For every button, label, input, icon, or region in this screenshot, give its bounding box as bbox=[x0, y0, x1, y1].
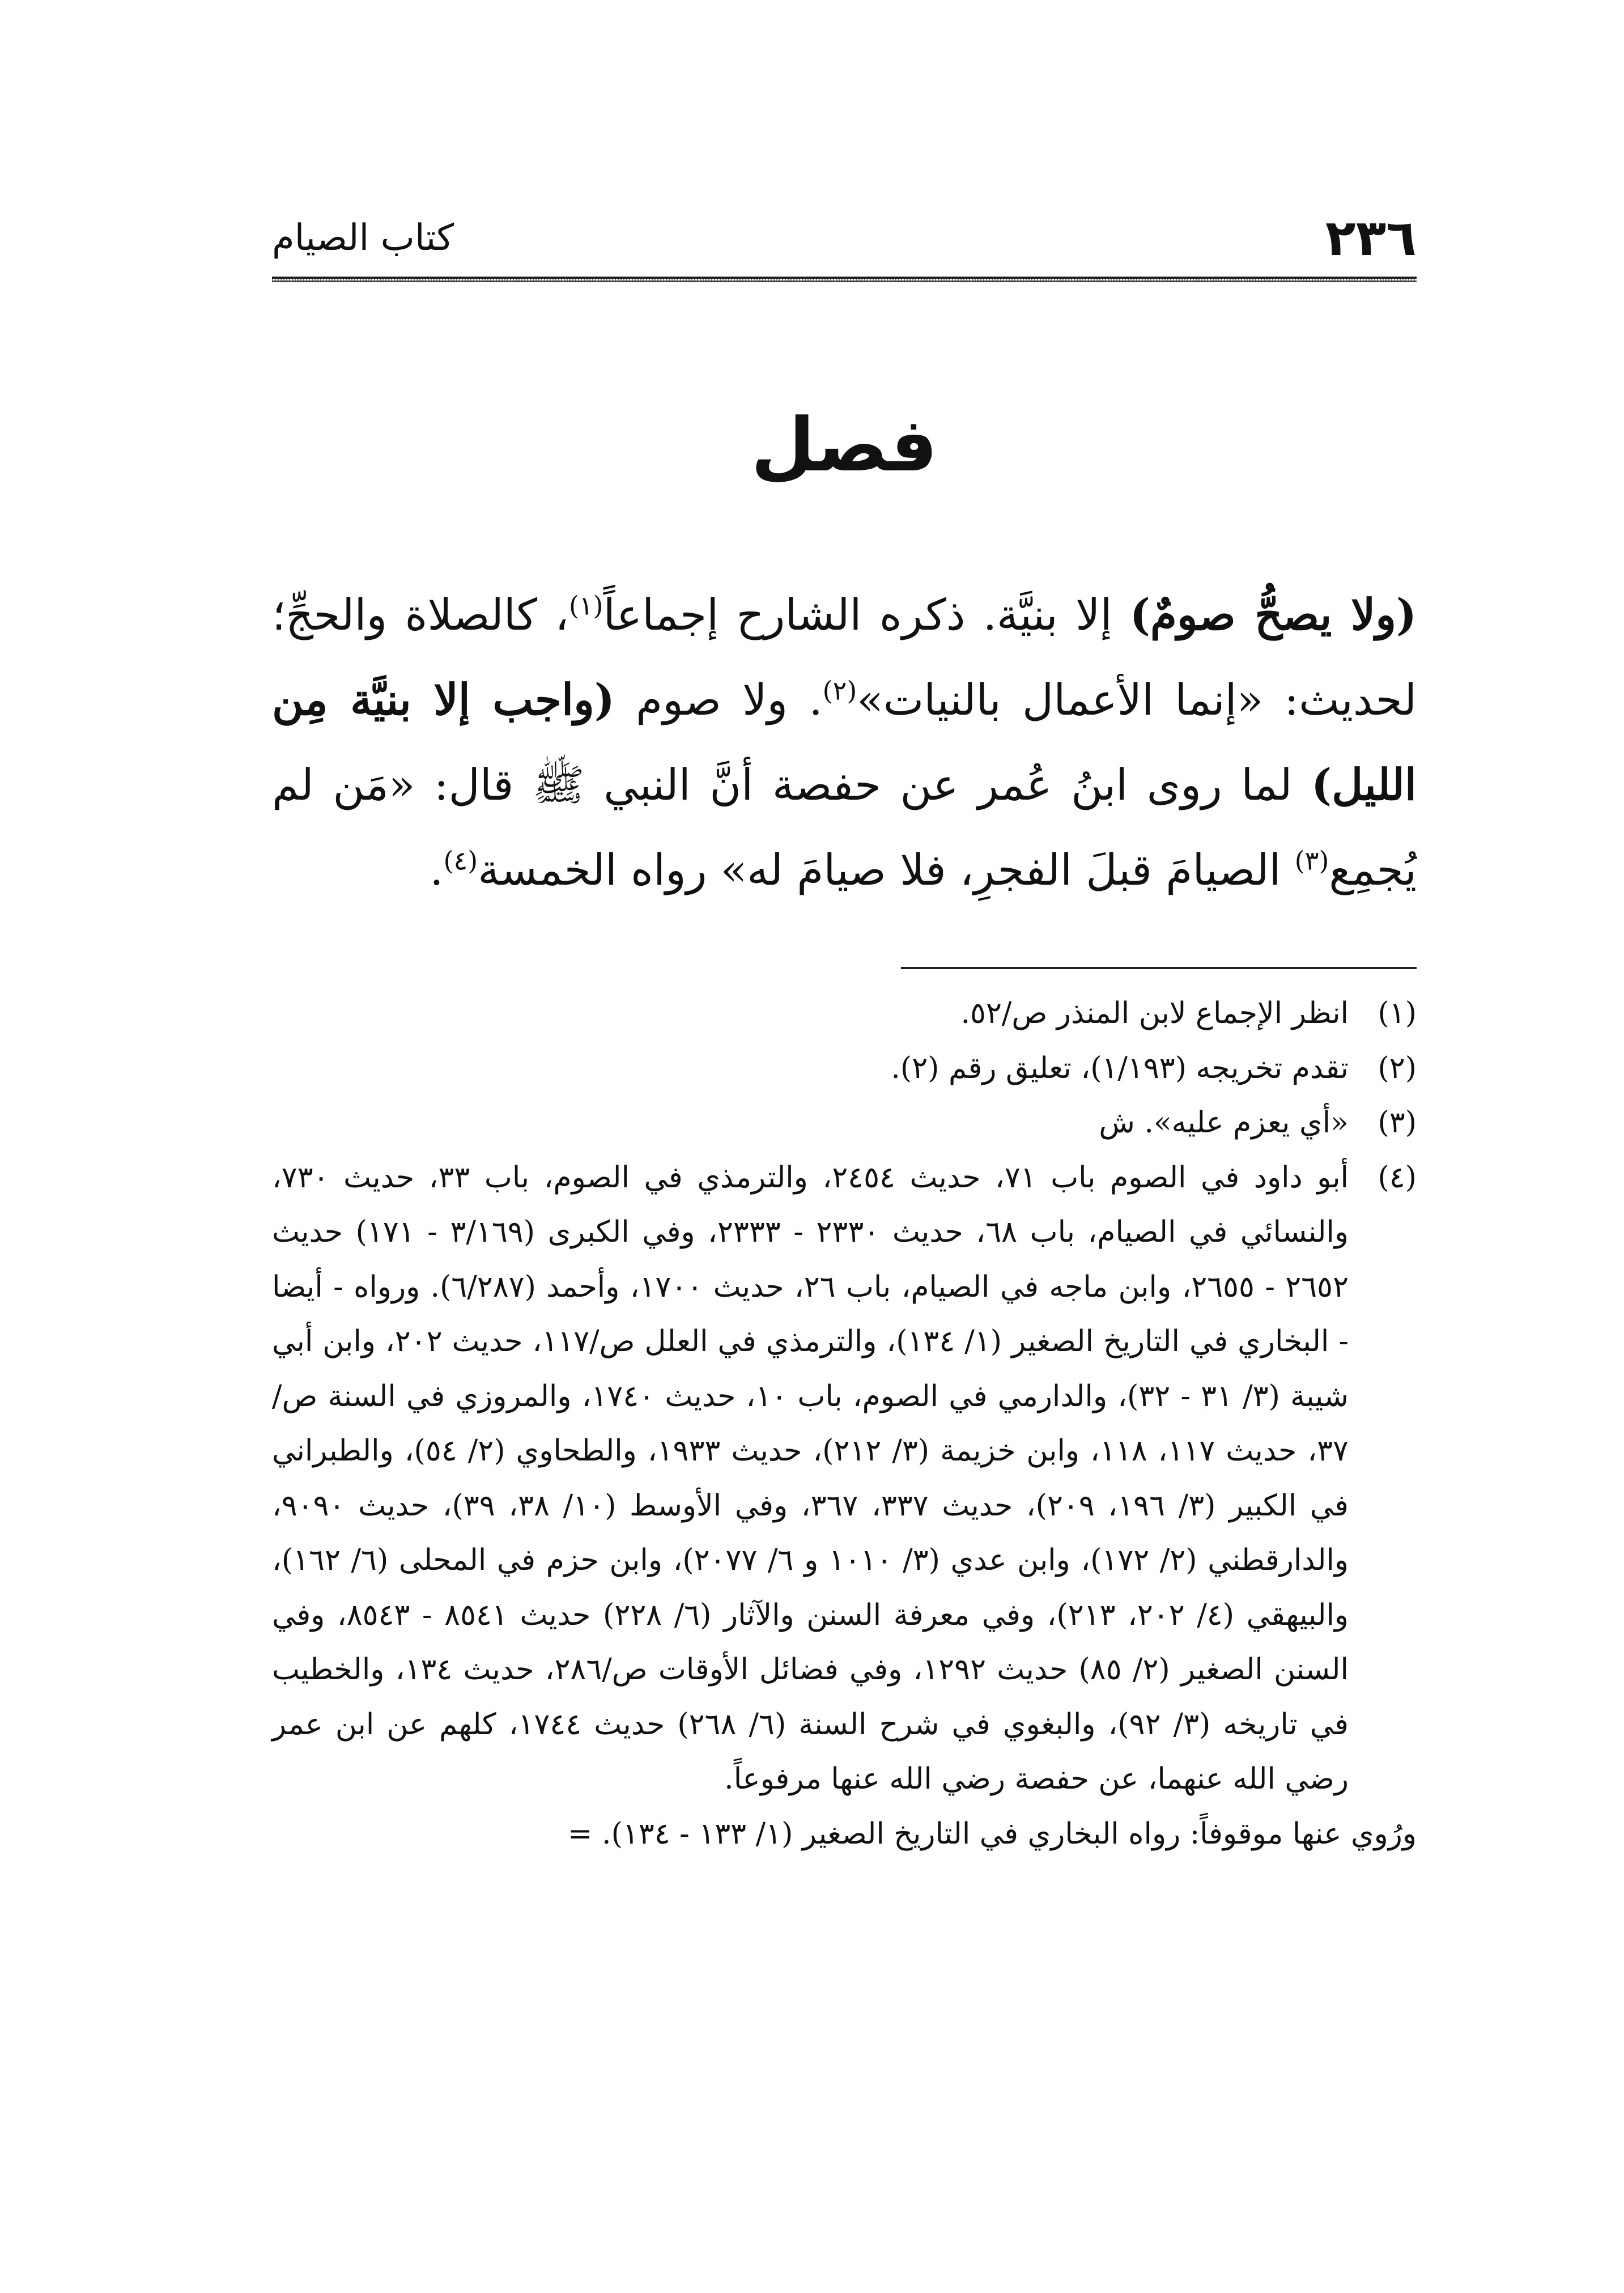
footnote-continuation: ورُوي عنها موقوفاً: رواه البخاري في التاريخ الصغير (١/ ١٣٣ - ١٣٤). = bbox=[567, 1816, 1417, 1851]
footnote-ref-3: (٣) bbox=[1294, 845, 1329, 876]
footnote-1 bbox=[272, 986, 1417, 1041]
page-number: ٢٣٦ bbox=[1325, 209, 1417, 267]
footnote-ref-2: (٢) bbox=[822, 675, 857, 706]
section-title: فصل bbox=[751, 402, 938, 488]
sharh-text-6: . bbox=[430, 844, 444, 895]
footnote-text: انظر الإجماع لابن المنذر ص/٥٢. bbox=[960, 996, 1349, 1030]
footnote-number: (١) bbox=[1378, 996, 1417, 1030]
footnote-text: تقدم تخريجه (١/١٩٣)، تعليق رقم (٢). bbox=[891, 1051, 1349, 1085]
main-paragraph bbox=[272, 572, 1417, 912]
sharh-text-2: ، كالصلاة والحجِّ؛ لحديث: «إنما الأعمال بالنيات» bbox=[272, 589, 1417, 725]
page-header bbox=[272, 204, 1417, 272]
sharh-text-1: إلا بنيَّة. ذكره الشارح إجماعاً bbox=[603, 589, 1130, 640]
footnote-separator bbox=[901, 967, 1417, 969]
footnote-text: أبو داود في الصوم باب ٧١، حديث ٢٤٥٤، والترمذي في الصوم، باب ٣٣، حديث ٧٣٠، والنسائي في الصيام، باب ٦٨، حديث ٢٣٣٠ - ٢٣٣٣، وفي الكبرى (٣/١٦٩ - ١٧١) حديث ٢٦٥٢ - ٢٦٥٥، وابن ماجه في الصيام، باب ٢٦، حديث ١٧٠٠، وأحمد (٦/٢٨٧). ورواه - أيضا - البخاري في التاريخ الصغير (١/ ١٣٤)، والترمذي في العلل ص/١١٧، حديث ٢٠٢، وابن أبي شيبة (٣/ ٣١ - ٣٢)، والدارمي في الصوم، باب ١٠، حديث ١٧٤٠، والمروزي في السنة ص/٣٧، حديث ١١٧، ١١٨، وابن خزيمة (٣/ ٢١٢)، حديث ١٩٣٣، والطحاوي (٢/ ٥٤)، والطبراني في الكبير (٣/ ١٩٦، ٢٠٩)، حديث ٣٣٧، ٣٦٧، وفي الأوسط (١٠/ ٣٨، ٣٩)، حديث ٩٠٩٠، والدارقطني (٢/ ١٧٢)، وابن عدي (٣/ ١٠١٠ و ٦/ ٢٠٧٧)، وابن حزم في المحلى (٦/ ١٦٢)، والبيهقي (٤/ ٢٠٢، ٢١٣)، وفي معرفة السنن والآثار (٦/ ٢٢٨) حديث ٨٥٤١ - ٨٥٤٣، وفي السنن الصغير (٢/ ٨٥) حديث ١٢٩٢، وفي فضائل الأوقات ص/٢٨٦، حديث ١٣٤، والخطيب في تاريخه (٣/ ٩٢)، والبغوي في شرح السنة (٦/ ٢٦٨) حديث ١٧٤٤، كلهم عن ابن عمر رضي الله عنهما، عن حفصة رضي الله عنها مرفوعاً. bbox=[272, 1160, 1349, 1796]
sharh-text-5: الصيامَ قبلَ الفجرِ، فلا صيامَ له» رواه الخمسة bbox=[478, 844, 1295, 895]
footnote-ref-4: (٤) bbox=[443, 845, 478, 876]
footnote-ref-1: (١) bbox=[568, 590, 603, 621]
header-rule bbox=[272, 277, 1417, 282]
running-title: كتاب الصيام bbox=[272, 217, 454, 259]
footnotes bbox=[272, 986, 1417, 1861]
footnote-number: (٢) bbox=[1378, 1051, 1417, 1085]
sharh-text-3: . ولا صوم bbox=[614, 674, 823, 725]
matn-text-2: (واجب إلا بنيَّة مِن الليل) bbox=[272, 674, 1417, 810]
footnote-2 bbox=[272, 1041, 1417, 1096]
footnote-number: (٣) bbox=[1378, 1106, 1417, 1140]
footnote-3 bbox=[272, 1095, 1417, 1150]
sharh-text-4: لما روى ابنُ عُمر عن حفصة أنَّ النبي ﷺ قال: «مَن لم يُجمِع bbox=[272, 759, 1417, 895]
footnote-number: (٤) bbox=[1378, 1160, 1417, 1195]
matn-text-1: (ولا يصحُّ صومٌ) bbox=[1129, 589, 1417, 640]
footnote-text: «أي يعزم عليه». ش bbox=[1099, 1106, 1349, 1140]
footnote-4 bbox=[272, 1150, 1417, 1807]
